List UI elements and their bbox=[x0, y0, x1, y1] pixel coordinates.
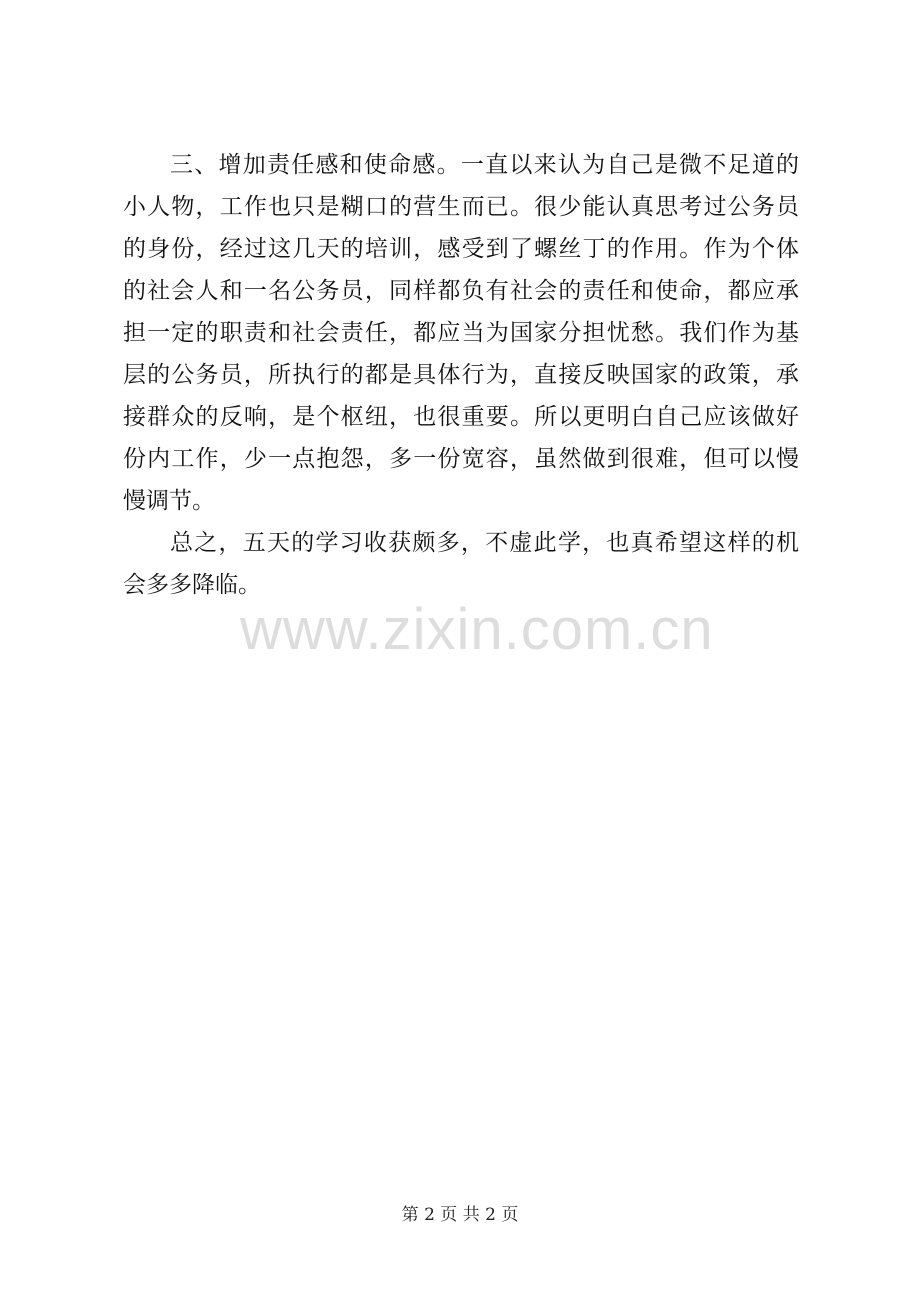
paragraph-1-line-9: 慢调节。 bbox=[123, 488, 215, 514]
paragraph-1-line-7: 接群众的反响，是个枢纽，也很重要。所以更明白自己应该做好 bbox=[123, 404, 799, 430]
page-number-footer: 第 2 页 共 2 页 bbox=[401, 1205, 519, 1225]
paragraph-2-line-2: 会多多降临。 bbox=[123, 572, 261, 598]
paragraph-1-line-4: 的社会人和一名公务员，同样都负有社会的责任和使命，都应承 bbox=[123, 278, 799, 304]
paragraph-1-line-1: 三、增加责任感和使命感。一直以来认为自己是微不足道的 bbox=[170, 152, 799, 178]
paragraph-1-line-2: 小人物，工作也只是糊口的营生而已。很少能认真思考过公务员 bbox=[123, 194, 799, 220]
paragraph-1-line-5: 担一定的职责和社会责任，都应当为国家分担忧愁。我们作为基 bbox=[123, 320, 799, 346]
watermark: www.zixin.com.cn bbox=[240, 597, 714, 662]
paragraph-1-line-3: 的身份，经过这几天的培训，感受到了螺丝丁的作用。作为个体 bbox=[123, 236, 799, 262]
document-body bbox=[123, 144, 799, 606]
paragraph-1-line-8: 份内工作，少一点抱怨，多一份宽容，虽然做到很难，但可以慢 bbox=[123, 446, 799, 472]
paragraph-1-line-6: 层的公务员，所执行的都是具体行为，直接反映国家的政策，承 bbox=[123, 362, 799, 388]
paragraph-2-line-1: 总之，五天的学习收获颇多，不虚此学，也真希望这样的机 bbox=[170, 530, 799, 556]
